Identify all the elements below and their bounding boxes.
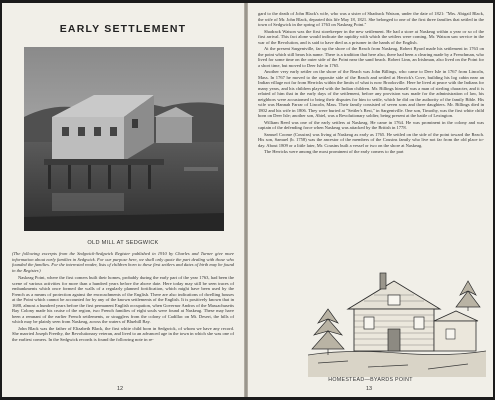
body-paragraph: Naskeag Point, where the first comers built their homes, probably during the early part of the year 1763, had been the scene of various activities for more than a hundred years before the above date. Here today may still be seen traces of embankments which once formed the walls of a regularly planned fortification, which might have been used by the French as a means of protection against the encroachments of the English. There are also indications of dwelling houses at the Point which cannot be accounted for by any of the known settlements of the English. It is positively known that in 1688, almost a hundred years before the first permanent English occupation, when Governor Andros of the Massachusetts Bay Colony made his cruise of the region, two French families of eight souls were found at Naskeag. These may have been a remnant of the earlier French settlements, or stragglers from the colony of Cadillac on Mt. Desert, the hills of which may be plainly seen from Naskeag, across the waters of Bluehill Bay. [12, 275, 234, 324]
body-paragraph: gard to the death of John Black's wife, who was a sister of Shadrack Watson, under the date of 1821: "Mrs. Abigail Black, the wife of Mr. John Black, departed this life May 18, 1821. She belonged to one of the first three families that settled in the town of Sedgwick in the spring of 1763 on Naskeag Point." [258, 11, 484, 27]
body-paragraph: Shadrack Watson was the first storekeeper in the new settlement. He had a store at Naskeag within a year or so of the first arrival. This fact alone would indicate the rapidity with which the settlers were coming. Mr. Watson saw service in the war of the Revolution, and is said to have died as a prisoner in the hands of the English. [258, 28, 484, 45]
body-paragraph: At the present Sargentville, far up the shore of the Reach from Naskeag, Robert Byard made his settlement in 1763 on the point which still bears his name. There is a tradition that here also, there had been a clearing made by a Frenchman, who lived for some time on the outer side of the Point near the sand beach. Robert Linn, an Irishman, also lived on the Point for a short time, but moved to Deer Isle in 1765. [258, 46, 484, 68]
right-body-text [258, 11, 484, 156]
old-mill-photo [24, 47, 224, 231]
photo-caption: OLD MILL AT SEDGWICK [87, 240, 159, 246]
body-paragraph: Samuel Coome (Cousins) was living at Naskeag as early as 1765. He settled on the side of the point toward the Reach. His son, Samuel (b. 1758) was the ancestor of the members of the Cousins family who live not far from the old place to-day. About 1809 or a little later, Mr. Cousins built a vessel or two on the shore at Naskeag. [258, 131, 484, 148]
intro-paragraph: (The following excerpts from the Sedgwick-Sedgwick Register published in 1910 by Charles and Turner give more information about early families in Sedgwick. For our purpose here, we shall only quote the part dealing with those who founded the families. For the interested reader, lists of children born to these first settlers and dates of birth may be found in the Register.) [12, 251, 234, 273]
homestead-drawing [308, 251, 486, 377]
page-number: 13 [366, 386, 373, 392]
body-paragraph: John Black was the father of Elizabeth Black, the first white child born in Sedgwick, of whom we have any record. She married Joseph Freethy, the Revolutionary veteran, and lived to an advanced age in the town in which she was one of the earliest comers. In the Sedgwick records is found the following note in re- [12, 325, 234, 342]
right-page [248, 3, 493, 397]
chapter-title: EARLY SETTLEMENT [59, 23, 187, 35]
left-body-text [12, 251, 234, 343]
body-paragraph: William Reed was one of the early settlers at Naskeag. He came in 1764. He was prominent in the colony and was captain of the defending force when Naskeag was attacked by the British in 1778. [258, 119, 484, 130]
drawing-caption: HOMESTEAD—BYARDS POINT [328, 377, 413, 383]
body-paragraph: The Herricks were among the most prominent of the early comers to the part [264, 149, 404, 154]
page-number: 12 [117, 386, 124, 392]
body-paragraph: Another very early settler on the shore of the Reach was John Billings, who came to Deer Isle in 1767 from Lincoln, Mass. In 1767 he moved to the opposite side of the Reach and settled at Herrick's Cove, building his log cabin near an Indian village not far from Herricks within the limits of what is now Brooksville. Here he lived at peace with the Indians for many years, and his children played with the Indian children. Mr. Billings himself was a man of sterling character, and it is related of him that in the early days of the settlement, before any provision was made for the administration of law, his neighbors were accustomed to bring their disputes for him to settle, which he did on the authority of the family Bible. His wife was Hannah Farrar of Lincoln, Mass. Their family consisted of seven sons and three daughters. Mr. Billings died in 1802 and his wife in 1806. They were buried at "Settler's Rest," in Sargentville. One son, Timothy, was the first white child born on Deer Isle; another son, Abiel, was a Revolutionary soldier, being present at the battle of Lexington. [258, 69, 484, 118]
left-page [2, 3, 245, 397]
